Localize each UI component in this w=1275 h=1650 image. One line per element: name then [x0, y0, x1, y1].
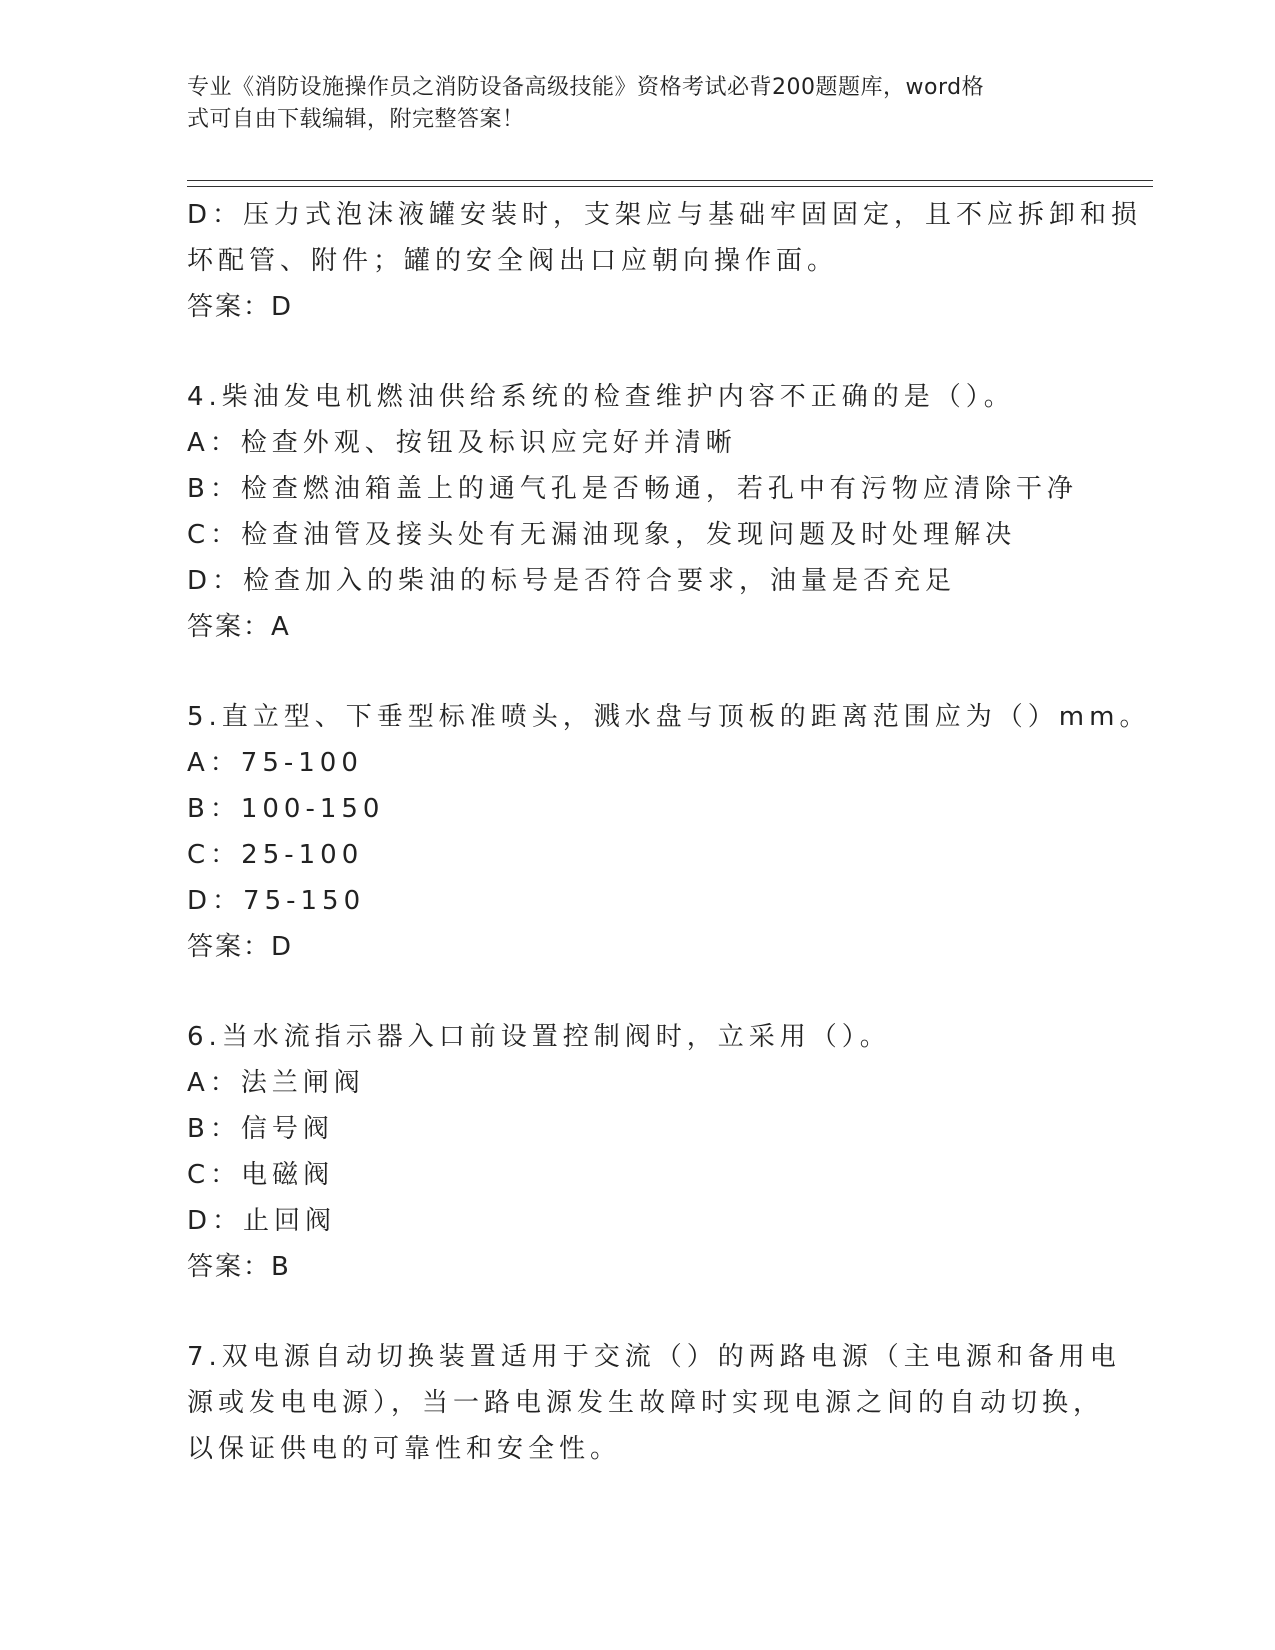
question-stem: 5.直立型、下垂型标准喷头，溅水盘与顶板的距离范围应为（）mm。	[187, 702, 1151, 732]
answer-label: 答案：A	[187, 612, 291, 642]
header-line-2: 式可自由下载编辑，附完整答案！	[187, 107, 525, 132]
spacer	[187, 330, 1087, 374]
option-b: B：信号阀	[187, 1114, 334, 1144]
question-stem-line-3: 以保证供电的可靠性和安全性。	[187, 1434, 622, 1464]
question-4	[187, 374, 1087, 650]
document-header	[187, 72, 1087, 136]
question-3-tail	[187, 192, 1143, 330]
question-stem-line-1: 7.双电源自动切换装置适用于交流（）的两路电源（主电源和备用电	[187, 1342, 1121, 1372]
question-content	[187, 192, 1151, 1472]
question-stem: 6.当水流指示器入口前设置控制阀时，立采用（）。	[187, 1022, 891, 1052]
spacer	[187, 1290, 1087, 1334]
question-6	[187, 1014, 1087, 1290]
spacer	[187, 970, 1087, 1014]
option-c: C：电磁阀	[187, 1160, 335, 1190]
option-a: A：法兰闸阀	[187, 1068, 365, 1098]
option-c: C：25-100	[187, 840, 364, 870]
option-d-line-2: 坏配管、附件；罐的安全阀出口应朝向操作面。	[187, 246, 839, 276]
answer-label: 答案：D	[187, 292, 294, 322]
option-d-line-1: D：压力式泡沫液罐安装时，支架应与基础牢固固定，且不应拆卸和损	[187, 200, 1143, 230]
option-b: B：100-150	[187, 794, 385, 824]
question-7	[187, 1334, 1121, 1472]
answer-label: 答案：D	[187, 932, 294, 962]
option-a: A：检查外观、按钮及标识应完好并清晰	[187, 428, 737, 458]
option-a: A：75-100	[187, 748, 363, 778]
option-c: C：检查油管及接头处有无漏油现象，发现问题及时处理解决	[187, 520, 1017, 550]
answer-label: 答案：B	[187, 1252, 291, 1282]
question-5	[187, 694, 1151, 970]
question-stem-line-2: 源或发电电源），当一路电源发生故障时实现电源之间的自动切换，	[187, 1388, 1105, 1418]
header-divider-top	[187, 180, 1153, 181]
option-d: D：75-150	[187, 886, 366, 916]
option-b: B：检查燃油箱盖上的通气孔是否畅通，若孔中有污物应清除干净	[187, 474, 1078, 504]
option-d: D：检查加入的柴油的标号是否符合要求，油量是否充足	[187, 566, 957, 596]
header-line-1: 专业《消防设施操作员之消防设备高级技能》资格考试必背200题题库，word格	[187, 75, 985, 100]
option-d: D：止回阀	[187, 1206, 337, 1236]
spacer	[187, 650, 1087, 694]
header-divider-bottom	[187, 186, 1153, 187]
question-stem: 4.柴油发电机燃油供给系统的检查维护内容不正确的是（）。	[187, 382, 1015, 412]
